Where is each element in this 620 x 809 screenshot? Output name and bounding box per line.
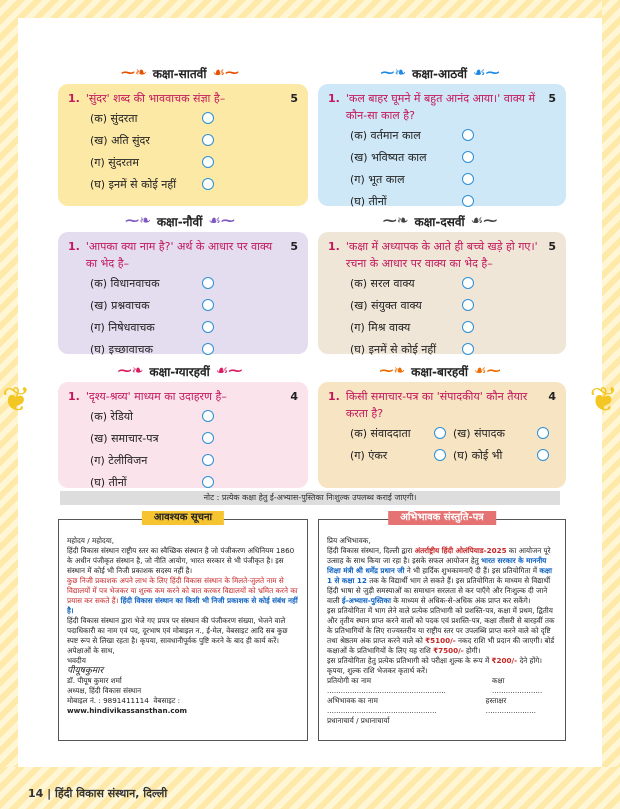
radio-button[interactable] <box>202 321 214 333</box>
radio-button[interactable] <box>202 112 214 124</box>
option-c[interactable]: (ग) निषेधवाचक <box>90 316 298 338</box>
notice-closing: अपेक्षाओं के साथ, <box>67 646 115 655</box>
class-12-card <box>318 382 566 488</box>
radio-button[interactable] <box>462 151 474 163</box>
option-d[interactable]: (घ) तीनों <box>350 190 556 212</box>
flourish-left-icon: ⁓❧ <box>380 65 407 81</box>
parents-paragraph-2: इस प्रतियोगिता में भाग लेने वाले प्रत्येक प्रतिभागी को प्रशस्ति-पत्र, कक्षा में प्रथम, द्वितीय और तृतीय स्थान प्राप्त करने वालों को पदक एवं प्रशस्ति-पत्र, कक्षा तीसरी से बारहवीं तक के प्रतिभागियों के लिए राज्यस्तरीय या राष्ट्रीय स्तर पर उपलब्धि प्राप्त करने वाले को दृष्टि तथा श्रेष्ठतम अंक प्राप्त करने वाले को ₹5100/- नकद राशि भी प्रदान की जाएगी। बोर्ड कक्षाओं के प्रतिभागियों के लिए यह राशि ₹7500/- होगी। <box>327 606 555 655</box>
option-a[interactable]: (क) रेडियो <box>90 405 298 427</box>
radio-button[interactable] <box>202 178 214 190</box>
class-10-header <box>320 210 560 232</box>
class-12-header <box>320 360 560 382</box>
option-b[interactable]: (ख) संयुक्त वाक्य <box>350 294 556 316</box>
option-a[interactable]: (क) विधानवाचक <box>90 272 298 294</box>
class-9-header <box>60 210 300 232</box>
option-c[interactable]: (ग) एंकर <box>350 444 453 466</box>
radio-button[interactable] <box>434 449 446 461</box>
class-9-card <box>58 232 308 354</box>
radio-button[interactable] <box>462 299 474 311</box>
page-footer: 14 | हिंदी विकास संस्थान, दिल्ली <box>28 787 168 800</box>
radio-button[interactable] <box>202 410 214 422</box>
class-12-title: कक्षा-बारहवीं <box>411 364 469 379</box>
flourish-right-icon: ☙⁓ <box>473 65 500 81</box>
option-d[interactable]: (घ) तीनों <box>90 471 298 493</box>
parents-salutation: प्रिय अभिभावक, <box>327 536 371 545</box>
question: 1. 'दृश्य-श्रव्य' माध्यम का उदाहरण है– 4 <box>68 390 298 403</box>
class-11-title: कक्षा-ग्यारहवीं <box>149 364 210 379</box>
notice-paragraph-3: हिंदी विकास संस्थान द्वारा भेजे गए प्रपत्र पर संस्थान की पंजीकरण संख्या, भेजने वाले पदाधिकारी का नाम एवं पद, दूरभाष एवं मोबाइल न., ई-मेल, वेबसाइट आदि सब कुछ स्पष्ट रूप से लिखा रहता है। कृपया, सावधानीपूर्वक पुष्टि करने के बाद ही कार्य करें। <box>67 616 288 645</box>
class-7-title: कक्षा-सातवीं <box>152 66 207 81</box>
flourish-right-icon: ☙⁓ <box>212 65 240 81</box>
radio-button[interactable] <box>462 173 474 185</box>
option-c[interactable]: (ग) मिश्र वाक्य <box>350 316 556 338</box>
radio-button[interactable] <box>202 454 214 466</box>
notice-title: आवश्यक सूचना <box>142 511 224 525</box>
contact-line: मोबाइल नं. : 9891411114 वेबसाइट : www.hindivikassansthan.com <box>67 696 188 715</box>
question: 1. किसी समाचार-पत्र का 'संपादकीय' कौन तैयार करता है? 4 <box>328 390 556 420</box>
radio-button[interactable] <box>202 277 214 289</box>
option-c[interactable]: (ग) टेलीविजन <box>90 449 298 471</box>
option-d[interactable]: (घ) इच्छावाचक <box>90 338 298 360</box>
radio-button[interactable] <box>434 427 446 439</box>
class-8-header <box>320 62 560 84</box>
flourish-right-icon: ☙⁓ <box>215 363 243 379</box>
parents-paragraph-1: हिंदी विकास संस्थान, दिल्ली द्वारा अंतर्राष्ट्रीय हिंदी ओलंपियाड-2025 का आयोजन पूरे उत्साह के साथ किया जा रहा है। इसके सफल आयोजन हेतु भारत सरकार के माननीय शिक्षा मंत्री श्री धर्मेंद्र प्रधान जी ने भी हार्दिक शुभकामनाएँ दी हैं। इस प्रतियोगिता में कक्षा 1 से कक्षा 12 तक के विद्यार्थी भाग ले सकते हैं। इस प्रतियोगिता के माध्यम से विद्यार्थी हिंदी भाषा से जुड़ी समस्याओं का समाधान सरलता से कर पाएँगे और निःशुल्क दी जाने वाली ई-अभ्यास-पुस्तिका के माध्यम से अधिक-से-अधिक अंक प्राप्त कर सकेंगे। <box>327 546 552 605</box>
flourish-left-icon: ⁓❧ <box>125 213 151 229</box>
parents-box <box>318 512 566 741</box>
radio-button[interactable] <box>462 343 474 355</box>
option-d[interactable]: (घ) इनमें से कोई नहीं <box>90 173 298 195</box>
parent-name-field[interactable]: अभिभावक का नाम ................................................ हस्ताक्षर ...................... <box>327 696 536 715</box>
option-a[interactable]: (क) सुंदरता <box>90 107 298 129</box>
signatory-name: डॉ. पीयूष कुमार शर्मा <box>67 676 122 685</box>
class-8-card <box>318 84 566 206</box>
class-11-header <box>60 360 300 382</box>
question: 1. 'सुंदर' शब्द की भाववाचक संज्ञा है– 5 <box>68 92 298 105</box>
option-b[interactable]: (ख) प्रश्नवाचक <box>90 294 298 316</box>
swirl-ornament-left-icon: ❦ <box>2 380 31 420</box>
radio-button[interactable] <box>202 476 214 488</box>
signature: पीयूषकुमार <box>67 666 104 676</box>
radio-button[interactable] <box>202 432 214 444</box>
radio-button[interactable] <box>462 195 474 207</box>
radio-button[interactable] <box>202 299 214 311</box>
notice-paragraph-2: कुछ निजी प्रकाशक अपने लाभ के लिए हिंदी विकास संस्थान के मिलते-जुलते नाम से विद्यालयों में पत्र भेजकर या शुल्क कम करने को बात करकर विद्यालयों को भ्रमित करने का प्रयास कर सकते हैं। हिंदी विकास संस्थान का किसी भी निजी प्रकाशक से कोई संबंध नहीं है। <box>67 576 298 615</box>
class-11-card <box>58 382 308 488</box>
flourish-left-icon: ⁓❧ <box>117 363 144 379</box>
flourish-left-icon: ⁓❧ <box>379 363 406 379</box>
notice-closing-2: भवदीय <box>67 656 86 665</box>
question: 1. 'कक्षा में अध्यापक के आते ही बच्चे खड़े हो गए।' रचना के आधार पर वाक्य का भेद है– 5 <box>328 240 556 270</box>
question: 1. 'आपका क्या नाम है?' अर्थ के आधार पर वाक्य का भेद है– 5 <box>68 240 298 270</box>
flourish-right-icon: ☙⁓ <box>470 213 498 229</box>
notice-paragraph-1: हिंदी विकास संस्थान राष्ट्रीय स्तर का स्वैच्छिक संस्थान है जो पंजीकरण अधिनियम 1860 के अधीन पंजीकृत संस्थान है, जो नीति आयोग, भारत सरकार से भी पंजीकृत है। इस संस्थान में कोई भी निजी प्रकाशक सदस्य नहीं है। <box>67 546 295 575</box>
class-8-title: कक्षा-आठवीं <box>412 66 468 81</box>
notice-box <box>58 512 308 741</box>
signatory-designation: अध्यक्ष, हिंदी विकास संस्थान <box>67 686 142 695</box>
parents-title: अभिभावक संस्तुति-पत्र <box>388 511 496 525</box>
flourish-right-icon: ☙⁓ <box>474 363 501 379</box>
option-b[interactable]: (ख) समाचार-पत्र <box>90 427 298 449</box>
option-a[interactable]: (क) संवाददाता <box>350 422 453 444</box>
participant-name-field[interactable]: प्रतियोगी का नाम .................................................... कक्षा ...................... <box>327 676 543 695</box>
website-link[interactable]: www.hindivikassansthan.com <box>67 706 188 715</box>
radio-button[interactable] <box>462 277 474 289</box>
option-a[interactable]: (क) वर्तमान काल <box>350 124 556 146</box>
radio-button[interactable] <box>202 134 214 146</box>
option-b[interactable]: (ख) अति सुंदर <box>90 129 298 151</box>
note-banner: नोट : प्रत्येक कक्षा हेतु ई-अभ्यास-पुस्तिका निःशुल्क उपलब्ध कराई जाएगी। <box>60 491 560 505</box>
flourish-left-icon: ⁓❧ <box>382 213 409 229</box>
radio-button[interactable] <box>537 427 549 439</box>
option-c[interactable]: (ग) भूत काल <box>350 168 556 190</box>
option-c[interactable]: (ग) सुंदरतम <box>90 151 298 173</box>
option-b[interactable]: (ख) संपादक <box>453 422 556 444</box>
option-d[interactable]: (घ) कोई भी <box>453 444 556 466</box>
flourish-left-icon: ⁓❧ <box>120 65 147 81</box>
class-7-header <box>60 62 300 84</box>
top-stripe <box>0 0 620 18</box>
radio-button[interactable] <box>537 449 549 461</box>
option-a[interactable]: (क) सरल वाक्य <box>350 272 556 294</box>
notice-salutation: महोदय / महोदया, <box>67 536 115 545</box>
class-10-title: कक्षा-दसवीं <box>414 214 465 229</box>
question: 1. 'कल बाहर घूमने में बहुत आनंद आया।' वाक्य में कौन-सा काल है? 5 <box>328 92 556 122</box>
parents-paragraph-3: इस प्रतियोगिता हेतु प्रत्येक प्रतिभागी को परीक्षा शुल्क के रूप में ₹200/- देने होंगे। कृपया, शुल्क राशि भेजकर कृतार्थ करें। <box>327 656 543 675</box>
swirl-ornament-right-icon: ❦ <box>589 380 618 420</box>
principal-label: प्रधानाचार्य / प्रधानाचार्या <box>327 716 390 725</box>
option-d[interactable]: (घ) इनमें से कोई नहीं <box>350 338 556 360</box>
radio-button[interactable] <box>202 343 214 355</box>
radio-button[interactable] <box>202 156 214 168</box>
class-9-title: कक्षा-नौवीं <box>156 214 203 229</box>
flourish-right-icon: ☙⁓ <box>208 213 235 229</box>
class-10-card <box>318 232 566 354</box>
class-7-card <box>58 84 308 206</box>
radio-button[interactable] <box>462 321 474 333</box>
option-b[interactable]: (ख) भविष्यत काल <box>350 146 556 168</box>
radio-button[interactable] <box>462 129 474 141</box>
